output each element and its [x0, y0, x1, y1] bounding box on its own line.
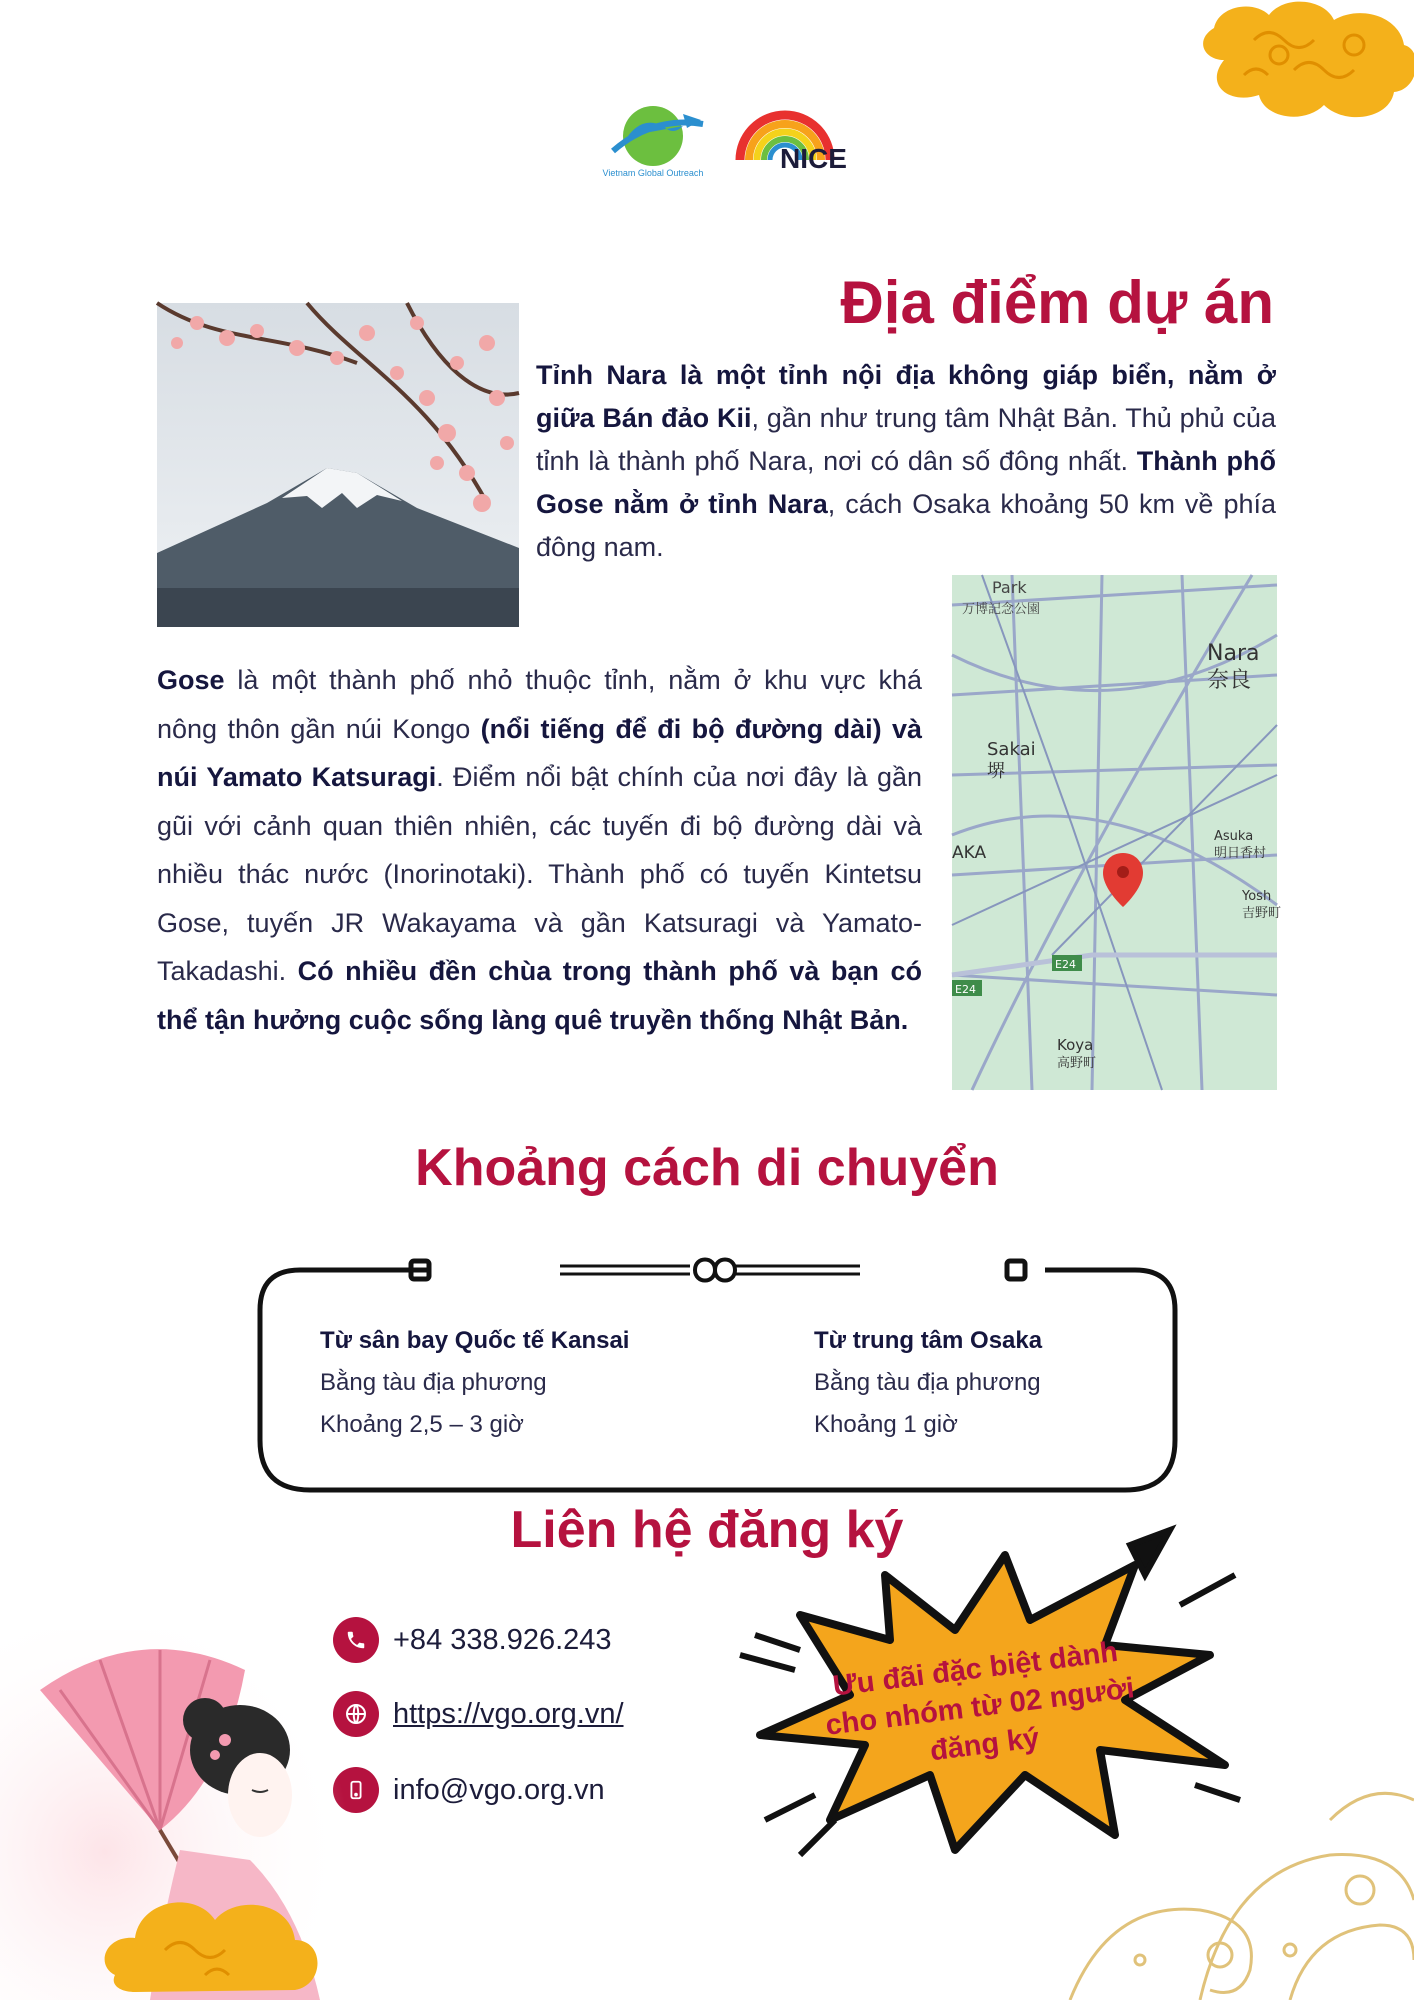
map-label-e24a: E24: [1055, 958, 1076, 971]
route-kansai-time: Khoảng 2,5 – 3 giờ: [320, 1411, 524, 1438]
gose-text-1: là một thành phố nhỏ thuộc tỉnh, nằm ở khu vực khá nông thôn gần núi Kongo: [157, 665, 922, 744]
gose-bold-3: Có nhiều đền chùa trong thành phố và bạn có thể tận hưởng cuộc sống làng quê truyền thống Nhật Bản.: [157, 956, 922, 1035]
promo-text: Ưu đãi đặc biệt dành cho nhóm từ 02 người đăng ký: [823, 1635, 1137, 1768]
intro-bold-1: Tỉnh Nara là một tỉnh nội địa không giáp biển, nằm ở giữa Bán đảo Kii: [536, 360, 1276, 433]
location-map: [952, 575, 1282, 1090]
map-label-sakai-jp: 堺: [987, 761, 1005, 782]
contact-phone-row[interactable]: [333, 1616, 612, 1664]
map-label-sakai: Sakai: [987, 739, 1036, 760]
route-osaka-time: Khoảng 1 giờ: [814, 1411, 958, 1438]
gose-text-2: . Điểm nổi bật chính của nơi đây là gần gũi với cảnh quan thiên nhiên, các tuyến đi bộ đường dài và nhiều thác nước (Inorinotaki). Thành phố có tuyến Kintetsu Gose, tuyến JR Wakayama và gần Katsuragi và Yamato-Takadashi.: [157, 762, 922, 986]
intro-text-1: , gần như trung tâm Nhật Bản. Thủ phủ của tỉnh là thành phố Nara, nơi có dân số đông nhất.: [536, 403, 1276, 476]
map-label-koya-jp: 高野町: [1057, 1056, 1097, 1071]
distance-route-osaka: [814, 1320, 1042, 1446]
intro-bold-2: Thành phố Gose nằm ở tỉnh Nara: [536, 446, 1276, 519]
route-osaka-title: Từ trung tâm Osaka: [814, 1327, 1043, 1354]
contact-heading: Liên hệ đăng ký: [510, 1501, 904, 1559]
distance-route-kansai: [320, 1320, 629, 1446]
contact-website-link[interactable]: https://vgo.org.vn/: [393, 1697, 624, 1730]
contact-website-row[interactable]: [333, 1690, 624, 1738]
contact-phone[interactable]: +84 338.926.243: [393, 1623, 612, 1656]
map-label-nara-jp: 奈良: [1207, 668, 1252, 693]
map-label-park-jp: 万博記念公園: [962, 602, 1041, 617]
location-heading: Địa điểm dự án: [840, 269, 1274, 336]
cloud-decoration-top-right: [1184, 0, 1414, 125]
map-label-yosh: Yosh: [1242, 889, 1272, 904]
nice-logo-text: NICE: [780, 143, 847, 174]
mount-fuji-photo: [157, 303, 519, 627]
contact-email[interactable]: info@vgo.org.vn: [393, 1773, 605, 1806]
map-label-asuka: Asuka: [1214, 829, 1254, 844]
map-label-nara: Nara: [1207, 641, 1260, 666]
intro-text-2: , cách Osaka khoảng 50 km về phía đông nam.: [536, 489, 1277, 562]
map-label-koya: Koya: [1057, 1036, 1094, 1054]
distance-heading: Khoảng cách di chuyển: [415, 1139, 999, 1197]
route-osaka-mode: Bằng tàu địa phương: [814, 1369, 1041, 1396]
route-kansai-title: Từ sân bay Quốc tế Kansai: [320, 1327, 630, 1354]
vgo-logo-caption: Vietnam Global Outreach: [602, 168, 704, 178]
gose-paragraph: [157, 656, 922, 1044]
route-kansai-mode: Bằng tàu địa phương: [320, 1369, 547, 1396]
map-label-park: Park: [992, 578, 1027, 597]
map-label-asuka-jp: 明日香村: [1214, 846, 1267, 861]
gose-bold-1: Gose: [157, 665, 225, 695]
map-label-yosh-jp: 吉野町: [1242, 906, 1282, 921]
contact-email-row[interactable]: [333, 1766, 605, 1814]
cloud-decoration-bottom-left: [95, 1880, 325, 2000]
gose-bold-2: (nổi tiếng để đi bộ đường dài) và núi Yamato Katsuragi: [157, 713, 923, 792]
map-label-e24b: E24: [955, 983, 976, 996]
location-intro-paragraph: [536, 354, 1276, 569]
map-label-aka: AKA: [952, 843, 987, 863]
wave-decoration: [1050, 1760, 1414, 2000]
